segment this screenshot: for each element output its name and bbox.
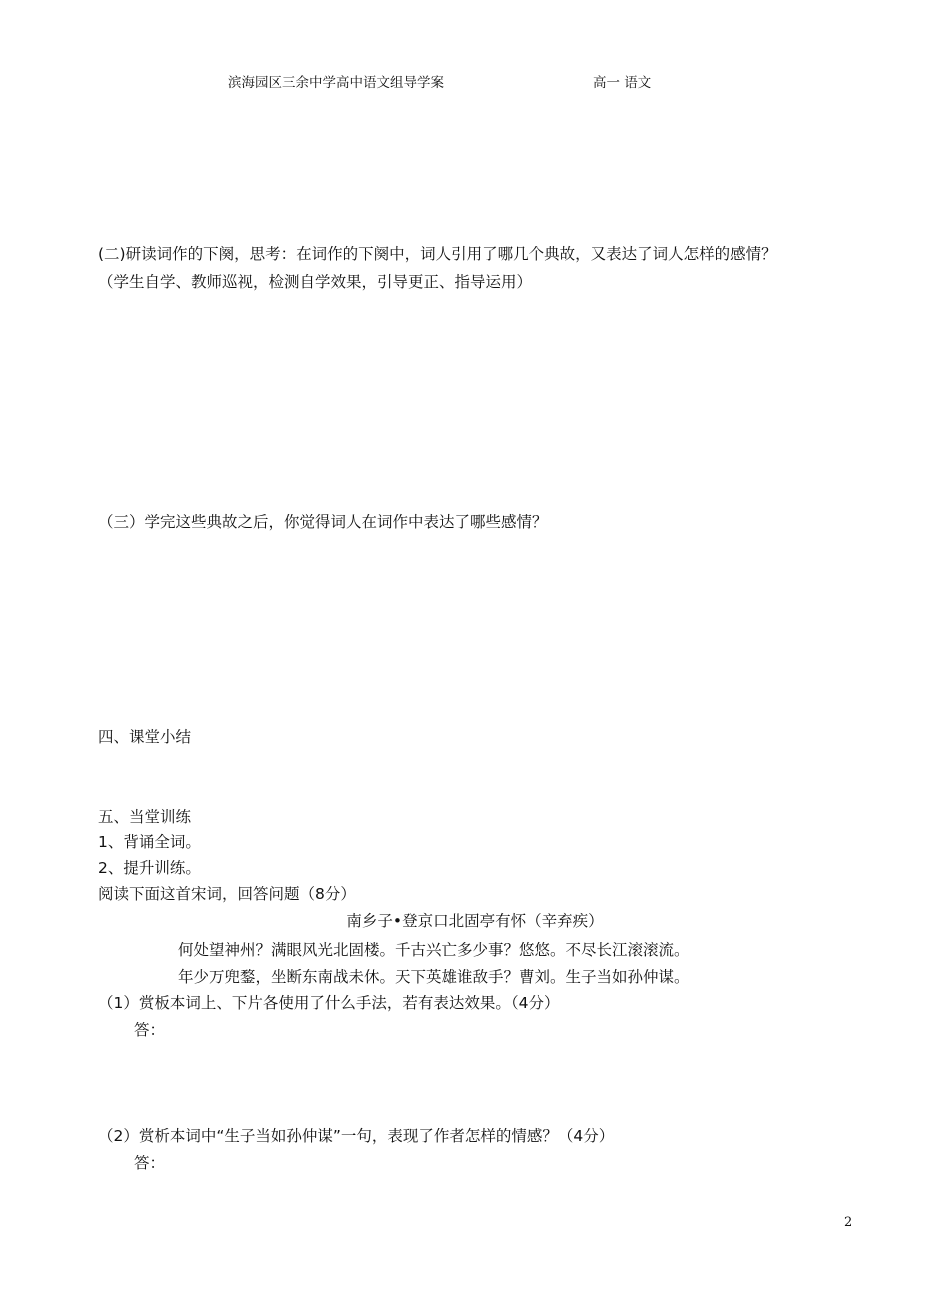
section-2-note: （学生自学、教师巡视，检测自学效果，引导更正、指导运用）: [98, 273, 533, 291]
header-course: 高一 语文: [593, 75, 652, 91]
section-2-question: (二)研读词作的下阕，思考：在词作的下阕中，词人引用了哪几个典故，又表达了词人怎样的感情？: [98, 245, 777, 263]
part-5-item-1: 1、背诵全词。: [98, 833, 201, 851]
page-number: 2: [844, 1215, 853, 1230]
header-school-title: 滨海园区三余中学高中语文组导学案: [228, 75, 444, 91]
part-4-title: 四、课堂小结: [98, 728, 192, 746]
question-1-answer-label: 答：: [134, 1021, 166, 1039]
part-5-title: 五、当堂训练: [98, 808, 192, 826]
poem-title: 南乡子•登京口北固亭有怀（辛弃疾）: [346, 912, 604, 930]
poem-line-2: 年少万兜鍪，坐断东南战未休。天下英雄谁敌手？曹刘。生子当如孙仲谋。: [178, 968, 690, 986]
question-1: （1）赏板本词上、下片各使用了什么手法，若有表达效果。（4分）: [98, 994, 560, 1012]
question-2: （2）赏析本词中“生子当如孙仲谋”一句，表现了作者怎样的情感？（4分）: [98, 1127, 615, 1145]
section-3-question: （三）学完这些典故之后，你觉得词人在词作中表达了哪些感情？: [98, 513, 548, 531]
question-2-answer-label: 答：: [134, 1154, 166, 1172]
part-5-instruction: 阅读下面这首宋词，回答问题（8分）: [98, 885, 356, 903]
poem-line-1: 何处望神州？满眼风光北固楼。千古兴亡多少事？悠悠。不尽长江滚滚流。: [178, 941, 690, 959]
part-5-item-2: 2、提升训练。: [98, 859, 201, 877]
